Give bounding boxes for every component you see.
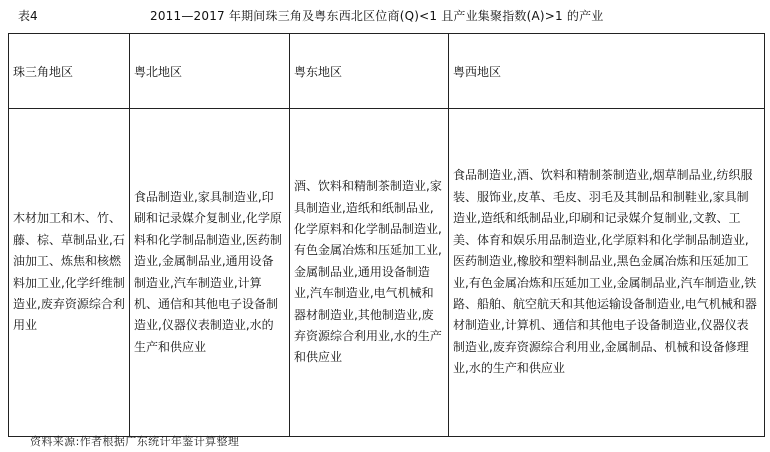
industry-table	[8, 33, 765, 437]
cell-east-guangdong: 酒、饮料和精制茶制造业,家具制造业,造纸和纸制品业,化学原料和化学制品制造业,有色金属冶炼和压延加工业,金属制品业,通用设备制造业,汽车制造业,电气机械和器材制造业,其他制造业,废弃资源综合利用业,水的生产和供应业	[290, 109, 449, 437]
header-west-guangdong: 粤西地区	[449, 34, 765, 109]
header-pearl-river-delta: 珠三角地区	[9, 34, 130, 109]
source-note: 资料来源:作者根据广东统计年鉴计算整理	[30, 435, 240, 448]
table-number: 表4	[18, 9, 38, 23]
table-title: 2011—2017 年期间珠三角及粤东西北区位商(Q)<1 且产业集聚指数(A)>1 的产业	[150, 9, 604, 23]
header-row	[9, 34, 765, 109]
header-east-guangdong: 粤东地区	[290, 34, 449, 109]
table-caption	[0, 7, 770, 25]
table-row	[9, 109, 765, 437]
cell-west-guangdong: 食品制造业,酒、饮料和精制茶制造业,烟草制品业,纺织服装、服饰业,皮革、毛皮、羽毛及其制品和制鞋业,家具制造业,造纸和纸制品业,印刷和记录媒介复制业,文教、工美、体育和娱乐用品制造业,化学原料和化学制品制造业,医药制造业,橡胶和塑料制品业,黑色金属冶炼和压延加工业,有色金属冶炼和压延加工业,金属制品业,汽车制造业,铁路、船舶、航空航天和其他运输设备制造业,电气机械和器材制造业,计算机、通信和其他电子设备制造业,仪器仪表制造业,废弃资源综合利用业,金属制品、机械和设备修理业,水的生产和供应业	[449, 109, 765, 437]
cell-north-guangdong: 食品制造业,家具制造业,印刷和记录媒介复制业,化学原料和化学制品制造业,医药制造业,金属制品业,通用设备制造业,汽车制造业,计算机、通信和其他电子设备制造业,仪器仪表制造业,水的生产和供应业	[130, 109, 290, 437]
cell-pearl-river-delta: 木材加工和木、竹、藤、棕、草制品业,石油加工、炼焦和核燃料加工业,化学纤维制造业,废弃资源综合利用业	[9, 109, 130, 437]
header-north-guangdong: 粤北地区	[130, 34, 290, 109]
